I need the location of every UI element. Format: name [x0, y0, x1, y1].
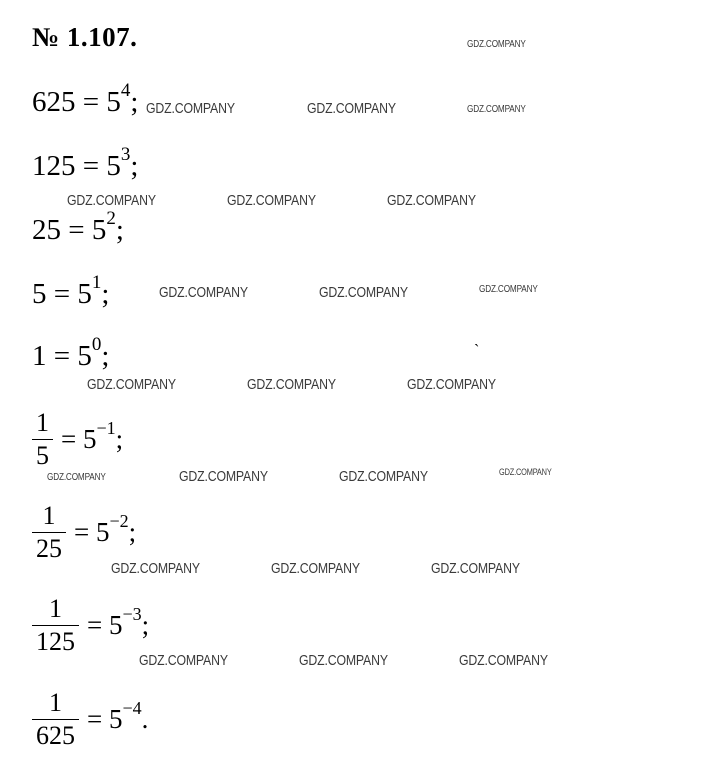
equation-625	[32, 80, 139, 118]
equation-lhs: 25	[32, 214, 61, 246]
equation-125	[32, 144, 139, 182]
watermark: GDZ.COMPANY	[431, 560, 520, 577]
watermark: GDZ.COMPANY	[407, 376, 496, 393]
watermark: GDZ.COMPANY	[271, 560, 360, 577]
watermark: GDZ.COMPANY	[467, 39, 526, 50]
watermark: GDZ.COMPANY	[319, 284, 408, 301]
watermark: GDZ.COMPANY	[146, 100, 235, 117]
fraction	[32, 410, 53, 469]
equation-rhs	[61, 418, 124, 455]
equation-end: .	[141, 704, 149, 734]
fraction	[32, 690, 79, 749]
watermark: GDZ.COMPANY	[227, 192, 316, 209]
equation-exponent: 2	[106, 208, 116, 230]
watermark: GDZ.COMPANY	[299, 652, 388, 669]
equals-sign: =	[82, 150, 100, 182]
problem-number: № 1.107.	[32, 22, 138, 52]
equation-end: ;	[115, 214, 124, 246]
equation-5	[32, 272, 110, 310]
equals-sign: =	[74, 517, 90, 547]
fraction-numerator: 1	[42, 501, 56, 530]
fraction	[32, 596, 79, 655]
watermark: GDZ.COMPANY	[247, 376, 336, 393]
equation-one-sixhundredtwentyfifth	[32, 690, 148, 749]
equation-base: 5	[106, 150, 121, 182]
equation-rhs	[87, 698, 149, 735]
equation-exponent: −3	[122, 604, 142, 624]
watermark: GDZ.COMPANY	[307, 100, 396, 117]
fraction-numerator: 1	[36, 408, 49, 437]
equation-end: ;	[115, 424, 124, 454]
equation-base: 5	[106, 86, 121, 118]
watermark: GDZ.COMPANY	[111, 560, 200, 577]
equation-base: 5	[91, 214, 107, 246]
equation-end: ;	[130, 150, 139, 182]
equation-one-hundredtwentyfifth	[32, 596, 149, 655]
equals-sign: =	[53, 278, 71, 310]
equation-base: 5	[95, 517, 110, 547]
equation-base: 5	[108, 610, 123, 640]
equals-sign: =	[87, 704, 103, 734]
equation-one-fifth	[32, 410, 123, 469]
equation-base: 5	[108, 704, 123, 734]
equation-exponent: −4	[122, 698, 142, 718]
equation-exponent: 4	[120, 80, 131, 102]
fraction-denominator: 5	[36, 441, 49, 470]
equation-exponent: 3	[120, 144, 131, 166]
equals-sign: =	[82, 86, 100, 118]
watermark: GDZ.COMPANY	[459, 652, 548, 669]
equation-25	[32, 208, 124, 246]
equals-sign: =	[87, 610, 103, 640]
equals-sign: =	[68, 214, 85, 246]
equation-lhs: 1	[32, 340, 47, 372]
equation-lhs: 125	[32, 150, 76, 182]
equation-base: 5	[77, 278, 92, 310]
equation-lhs: 625	[32, 86, 76, 118]
watermark: GDZ.COMPANY	[499, 467, 552, 477]
equals-sign: =	[61, 424, 77, 454]
fraction-denominator: 625	[36, 721, 75, 750]
equation-end: ;	[101, 278, 110, 310]
equation-end: ;	[128, 517, 137, 547]
watermark: GDZ.COMPANY	[47, 472, 106, 483]
equation-1	[32, 334, 110, 372]
equation-base: 5	[82, 424, 97, 454]
stray-mark: `	[474, 342, 480, 359]
equation-lhs: 5	[32, 278, 47, 310]
equation-end: ;	[101, 340, 110, 372]
watermark: GDZ.COMPANY	[67, 192, 156, 209]
watermark: GDZ.COMPANY	[87, 376, 176, 393]
fraction-denominator: 25	[36, 534, 62, 563]
equation-exponent: −1	[96, 418, 116, 438]
watermark: GDZ.COMPANY	[479, 284, 538, 295]
fraction-numerator: 1	[49, 688, 62, 717]
equation-base: 5	[77, 340, 92, 372]
equation-exponent: 0	[91, 334, 102, 356]
watermark: GDZ.COMPANY	[387, 192, 476, 209]
watermark: GDZ.COMPANY	[179, 468, 268, 485]
watermark: GDZ.COMPANY	[339, 468, 428, 485]
watermark: GDZ.COMPANY	[159, 284, 248, 301]
equation-one-twentyfifth	[32, 503, 136, 562]
equation-exponent: 1	[91, 272, 102, 294]
watermark: GDZ.COMPANY	[139, 652, 228, 669]
equation-rhs	[74, 511, 137, 548]
fraction-denominator: 125	[36, 627, 75, 656]
equation-exponent: −2	[109, 511, 129, 531]
equation-end: ;	[130, 86, 139, 118]
fraction-numerator: 1	[49, 594, 62, 623]
watermark: GDZ.COMPANY	[467, 104, 526, 115]
equation-end: ;	[141, 610, 150, 640]
fraction	[32, 503, 66, 562]
equals-sign: =	[53, 340, 71, 372]
equation-rhs	[87, 604, 150, 641]
